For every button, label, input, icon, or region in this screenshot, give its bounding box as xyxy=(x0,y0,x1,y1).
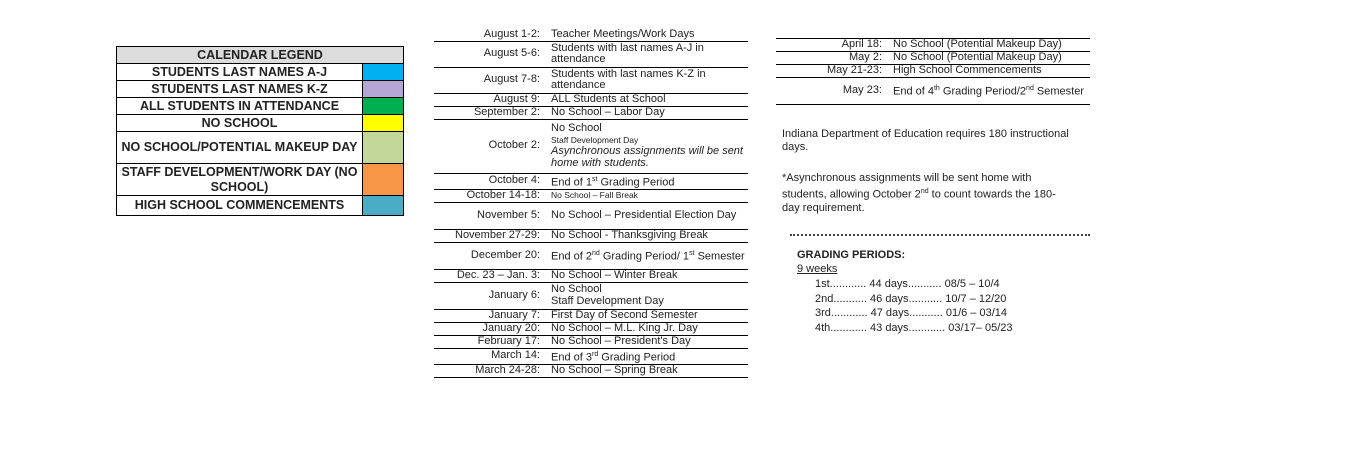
schedule-row xyxy=(434,202,748,229)
doe-requirement-note: Indiana Department of Education requires 180 instructional days. xyxy=(782,128,1069,153)
event-line: Staff Development Day xyxy=(551,294,664,307)
schedule-row xyxy=(434,348,748,364)
schedule-row xyxy=(434,229,748,242)
event-date: October 14-18: xyxy=(466,188,540,201)
event-date: August 9: xyxy=(493,92,540,105)
legend-swatch xyxy=(363,98,404,115)
event-date: December 20: xyxy=(470,248,540,261)
legend-swatch xyxy=(363,115,404,132)
event-date: Dec. 23 – Jan. 3: xyxy=(456,268,540,281)
schedule-row xyxy=(776,52,1090,65)
event-text xyxy=(551,119,748,173)
grading-period-row: 4th............ 43 days............ 03/17– 05/23 xyxy=(815,321,1013,334)
event-text: Teacher Meetings/Work Days xyxy=(551,28,695,40)
event-note: Asynchronous assignments will be sent home with students. xyxy=(551,145,743,169)
schedule-row xyxy=(434,335,748,348)
event-text: End of 1st Grading Period xyxy=(551,175,675,189)
event-text: End of 2nd Grading Period/ 1st Semester xyxy=(551,250,745,263)
event-date: November 5: xyxy=(477,208,540,221)
event-text: End of 3rd Grading Period xyxy=(551,350,676,364)
event-date: February 17: xyxy=(477,334,540,347)
event-line: No School xyxy=(551,283,602,296)
async-note: *Asynchronous assignments will be sent home with students, allowing October 2nd to count towards the 180-day requirement. xyxy=(782,172,1056,214)
schedule-row xyxy=(434,364,748,377)
event-date: October 4: xyxy=(488,174,540,187)
event-text: No School (Potential Makeup Day) xyxy=(893,51,1062,64)
event-date: August 7-8: xyxy=(483,73,540,86)
schedule-row xyxy=(434,189,748,202)
schedule-row xyxy=(434,119,748,173)
event-date: August 1-2: xyxy=(483,28,540,40)
event-date: October 2: xyxy=(488,139,540,152)
schedule-row xyxy=(434,173,748,189)
event-text: End of 4th Grading Period/2nd Semester xyxy=(893,85,1084,99)
event-subline: Staff Development Day xyxy=(551,134,639,145)
event-date: August 5-6: xyxy=(483,47,540,60)
event-date: May 23: xyxy=(842,84,882,97)
dotted-divider xyxy=(790,234,1090,236)
event-text: No School – Presidential Election Day xyxy=(551,208,737,221)
event-text: No School – Winter Break xyxy=(551,268,678,281)
schedule-row xyxy=(434,106,748,119)
event-text: No School – M.L. King Jr. Day xyxy=(551,321,698,334)
legend-label: ALL STUDENTS IN ATTENDANCE xyxy=(117,98,363,115)
event-date: March 24-28: xyxy=(475,364,540,377)
legend-label: STAFF DEVELOPMENT/WORK DAY (NO SCHOOL) xyxy=(117,164,363,196)
event-text: ALL Students at School xyxy=(551,92,666,105)
legend-label: HIGH SCHOOL COMMENCEMENTS xyxy=(117,196,363,216)
schedule-row xyxy=(434,322,748,335)
schedule-row xyxy=(434,67,748,93)
event-text: High School Commencements xyxy=(893,64,1042,77)
legend-swatch xyxy=(363,196,404,216)
event-text: No School – Fall Break xyxy=(551,189,638,200)
legend-label: NO SCHOOL/POTENTIAL MAKEUP DAY xyxy=(117,132,363,164)
event-text xyxy=(551,282,748,309)
schedule-row xyxy=(434,242,748,269)
schedule-row xyxy=(776,78,1090,105)
event-date: May 21-23: xyxy=(826,64,882,77)
schedule-row xyxy=(776,65,1090,78)
event-date: January 7: xyxy=(488,308,540,321)
schedule-row xyxy=(434,309,748,322)
legend-label: NO SCHOOL xyxy=(117,115,363,132)
schedule-table xyxy=(434,29,748,378)
event-date: September 2: xyxy=(473,105,540,118)
event-text: Students with last names K-Z in attendance xyxy=(551,67,706,91)
event-date: March 14: xyxy=(491,349,540,362)
event-text: No School - Thanksgiving Break xyxy=(551,228,708,241)
legend-swatch xyxy=(363,81,404,98)
schedule-row xyxy=(434,41,748,67)
event-date: January 6: xyxy=(488,288,540,301)
legend-title: CALENDAR LEGEND xyxy=(117,47,404,64)
schedule-row xyxy=(776,39,1090,52)
event-date: January 20: xyxy=(482,321,540,334)
event-text: First Day of Second Semester xyxy=(551,308,698,321)
grading-period-row: 2nd........... 46 days........... 10/7 – 12/20 xyxy=(815,292,1007,305)
grading-periods-subtitle: 9 weeks xyxy=(797,263,838,275)
legend-swatch xyxy=(363,64,404,81)
calendar-legend xyxy=(116,46,404,216)
legend-swatch xyxy=(363,132,404,164)
grading-period-row: 3rd............ 47 days........... 01/6 – 03/14 xyxy=(815,307,1007,319)
schedule-row xyxy=(434,29,748,41)
legend-label: STUDENTS LAST NAMES K-Z xyxy=(117,81,363,98)
event-text: Students with last names A-J in attendance xyxy=(551,41,704,65)
grading-periods-title: GRADING PERIODS: xyxy=(797,249,906,261)
legend-label: STUDENTS LAST NAMES A-J xyxy=(117,64,363,81)
legend-swatch xyxy=(363,164,404,196)
event-line: No School xyxy=(551,122,602,134)
event-text: No School – President's Day xyxy=(551,334,691,347)
event-text: No School (Potential Makeup Day) xyxy=(893,38,1062,51)
event-date: November 27-29: xyxy=(455,228,540,241)
grading-period-row: 1st............ 44 days........... 08/5 – 10/4 xyxy=(815,278,1000,290)
schedule-row xyxy=(434,282,748,309)
event-text: No School – Spring Break xyxy=(551,364,678,377)
event-date: May 2: xyxy=(848,51,882,64)
event-date: April 18: xyxy=(841,38,882,51)
grading-periods-list xyxy=(815,277,1013,335)
schedule-row xyxy=(434,93,748,106)
schedule-table-continued xyxy=(776,38,1090,105)
event-text: No School – Labor Day xyxy=(551,105,665,118)
schedule-row xyxy=(434,269,748,282)
